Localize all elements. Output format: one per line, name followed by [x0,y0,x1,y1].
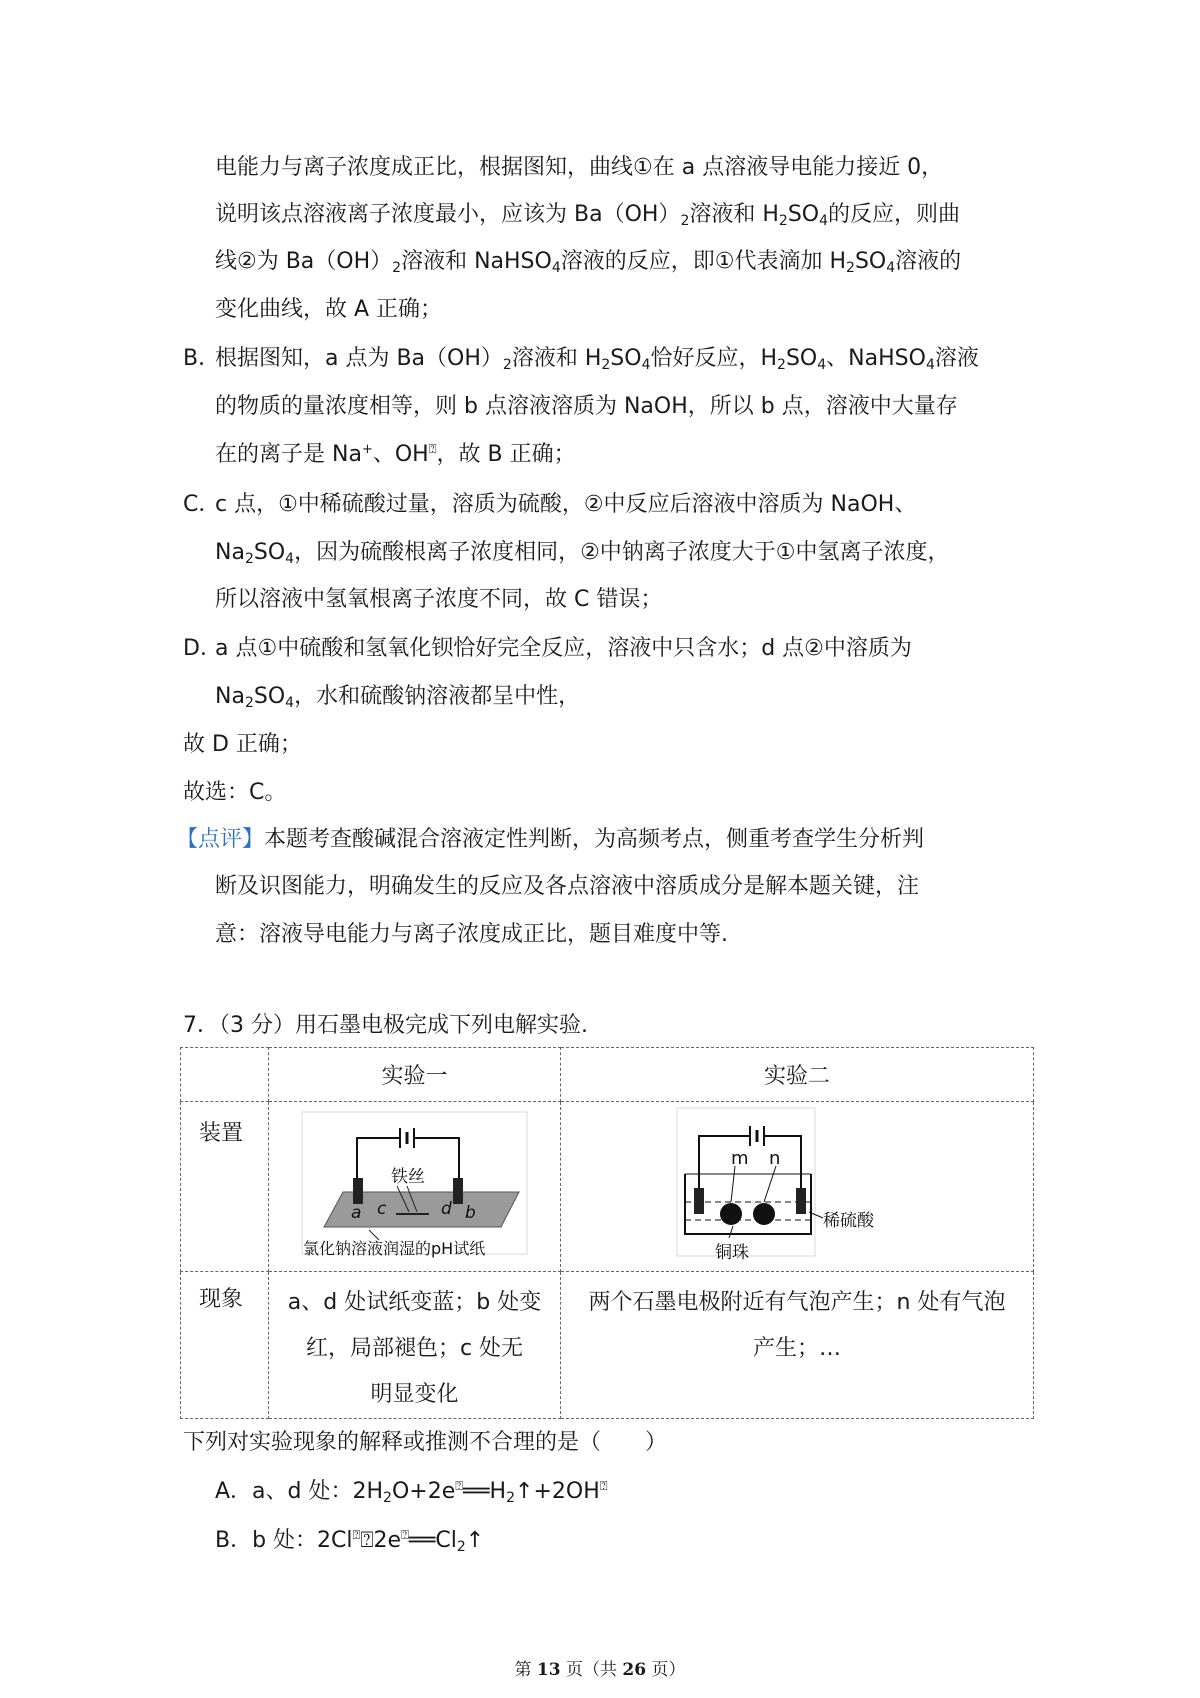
row-label-device: 装置 [181,1102,269,1272]
analysis-line: 的物质的量浓度相等，则 b 点溶液溶质为 NaOH，所以 b 点，溶液中大量存 [215,394,958,419]
question-prompt: 下列对实验现象的解释或推测不合理的是（ ） [183,1430,668,1455]
analysis-line: a 点①中硫酸和氢氧化钡恰好完全反应，溶液中只含水；d 点②中溶质为 [215,636,912,661]
table-header-exp1: 实验一 [269,1048,561,1102]
analysis-line: 电能力与离子浓度成正比，根据图知，曲线①在 a 点溶液导电能力接近 0， [215,155,944,180]
analysis-line: 变化曲线，故 A 正确； [215,297,443,322]
page-total: 26 [622,1660,647,1680]
sulfuric-acid-label: 稀硫酸 [823,1211,874,1231]
phenomenon-exp2: 两个石墨电极附近有气泡产生；n 处有气泡 产生；… [561,1272,1034,1419]
table-header-exp2: 实验二 [561,1048,1034,1102]
analysis-line: $Na_2SO_4$，因为硫酸根离子浓度相同，②中钠离子浓度大于①中氢离子浓度， [215,540,950,567]
analysis-line: 在的离子是 Na+、OH⍰，故 B 正确； [215,442,576,467]
diagram-exp2 [561,1102,1034,1265]
comment-line: 断及识图能力，明确发生的反应及各点溶液中溶质成分是解本题关键，注 [215,874,920,899]
analysis-line: 线②为 $Ba(OH)_2$溶液和 NaHSO$_4$溶液的反应，即①代表滴加 $H_2SO_4$溶液的 [215,249,962,276]
iron-wire-label: 铁丝 [391,1167,425,1187]
comment-line: 意：溶液导电能力与离子浓度成正比，题目难度中等. [215,922,728,947]
comment-line: 【点评】本题考查酸碱混合溶液定性判断，为高频考点，侧重考查学生分析判 [176,827,925,852]
point-c: c [377,1199,387,1219]
point-b: b [465,1203,476,1223]
analysis-line: $Na_2SO_4$，水和硫酸钠溶液都呈中性， [215,684,581,711]
row-label-phenomenon: 现象 [181,1272,269,1419]
analysis-line: 所以溶液中氢氧根离子浓度不同，故 C 错误； [215,587,663,612]
point-a: a [351,1203,362,1223]
point-m: m [731,1148,749,1169]
point-d: d [441,1199,452,1219]
experiment-table [180,1047,1034,1419]
table-corner [181,1048,269,1102]
option-c-label: C． [183,492,221,517]
option-b: B．b 处：$2Cl^⍰⍰2e^⍰══Cl_2↑$ [215,1528,485,1555]
device-cell-exp2 [561,1102,1034,1272]
comment-tag: 【点评】 [176,827,265,852]
point-n: n [769,1148,781,1169]
analysis-line: 故 D 正确； [183,732,302,757]
page-footer: 第 13 页（共 26 页） [514,1660,686,1680]
answer-line: 故选：C。 [183,780,287,805]
option-a: A．a、d 处：$2H_2O+2e^⍰══H_2↑+2OH^⍰$ [215,1479,608,1506]
analysis-line: 根据图知，a 点为 $Ba(OH)_2$溶液和 $H_2SO_4$恰好反应，$H_2SO_4$、NaHSO$_4$溶液 [215,346,979,373]
device-cell-exp1 [269,1102,561,1272]
phenomenon-exp1: a、d 处试纸变蓝；b 处变 红，局部褪色；c 处无 明显变化 [269,1272,561,1419]
copper-bead-label: 铜珠 [715,1243,749,1263]
option-b-label: B． [183,346,221,371]
question-title: 7．（3 分）用石墨电极完成下列电解实验. [183,1013,588,1038]
option-d-label: D． [183,636,222,661]
ph-paper-label: 氯化钠溶液润湿的pH试纸 [303,1239,486,1258]
diagram-exp1 [269,1102,561,1265]
analysis-line: 说明该点溶液离子浓度最小，应该为 $Ba(OH)_2$溶液和 $H_2SO_4$的反应，则曲 [215,202,961,229]
analysis-line: c 点，①中稀硫酸过量，溶质为硫酸，②中反应后溶液中溶质为 NaOH、 [215,492,917,517]
page-number: 13 [536,1660,561,1680]
